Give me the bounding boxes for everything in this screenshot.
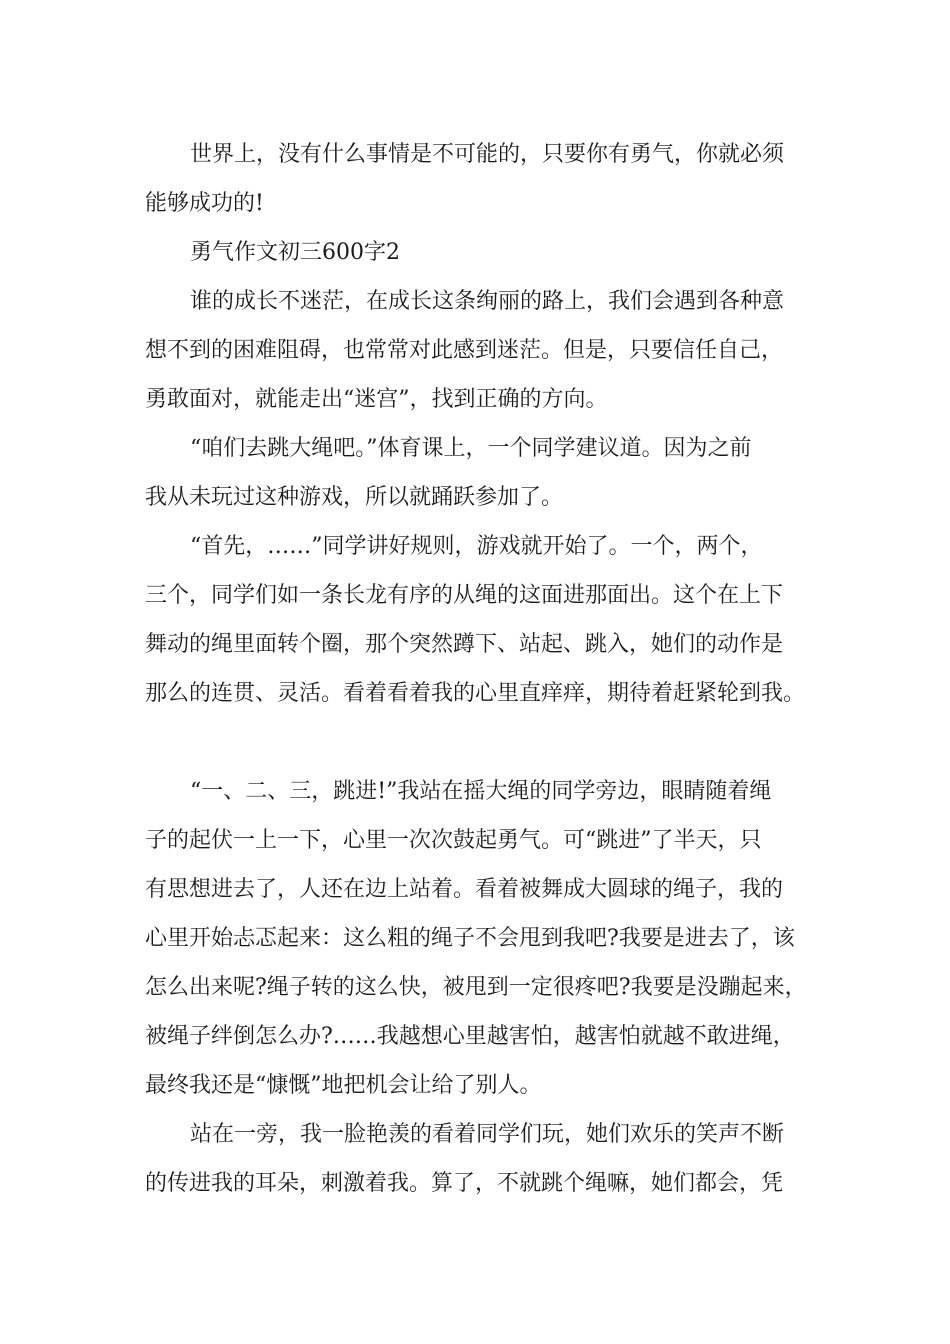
text-line: 的传进我的耳朵，刺激着我。算了，不就跳个绳嘛，她们都会，凭 — [145, 1171, 784, 1196]
text-line: 想不到的困难阻碍，也常常对此感到迷茫。但是，只要信任自己， — [145, 338, 784, 363]
text-line: “咱们去跳大绳吧。”体育课上，一个同学建议道。因为之前 — [190, 436, 752, 461]
text-line: 我从未玩过这种游戏，所以就踊跃参加了。 — [145, 485, 564, 510]
text-line: 谁的成长不迷茫，在成长这条绚丽的路上，我们会遇到各种意 — [190, 289, 785, 314]
text-line: 心里开始忐忑起来：这么粗的绳子不会甩到我吧?我要是进去了，该 — [145, 926, 795, 951]
text-line: 三个，同学们如一条长龙有序的从绳的这面进那面出。这个在上下 — [145, 583, 784, 608]
text-line: 舞动的绳里面转个圈，那个突然蹲下、站起、跳入，她们的动作是 — [145, 632, 784, 657]
section-heading: 勇气作文初三600字2 — [190, 240, 400, 265]
text-line: 最终我还是“慷慨”地把机会让给了别人。 — [145, 1073, 542, 1098]
text-line: 有思想进去了，人还在边上站着。看着被舞成大圆球的绳子，我的 — [145, 877, 784, 902]
text-line: 站在一旁，我一脸艳羡的看着同学们玩，她们欢乐的笑声不断 — [190, 1122, 785, 1147]
text-line: “一、二、三，跳进!”我站在摇大绳的同学旁边，眼睛随着绳 — [190, 779, 772, 804]
text-line: “首先，……”同学讲好规则，游戏就开始了。一个，两个， — [190, 534, 763, 559]
text-line: 世界上，没有什么事情是不可能的，只要你有勇气，你就必须 — [190, 142, 785, 167]
text-line: 勇敢面对，就能走出“迷宫”，找到正确的方向。 — [145, 387, 608, 412]
text-line: 能够成功的! — [145, 191, 264, 216]
text-line: 被绳子绊倒怎么办?……我越想心里越害怕，越害怕就越不敢进绳， — [145, 1024, 795, 1049]
document-body — [145, 130, 835, 1208]
text-line: 那么的连贯、灵活。看着看着我的心里直痒痒，期待着赶紧轮到我。 — [145, 681, 806, 706]
paragraph-gap — [145, 718, 835, 767]
text-line: 子的起伏一上一下，心里一次次鼓起勇气。可“跳进”了半天，只 — [145, 828, 762, 853]
text-line: 怎么出来呢?绳子转的这么快，被甩到一定很疼吧?我要是没蹦起来， — [145, 975, 807, 1000]
